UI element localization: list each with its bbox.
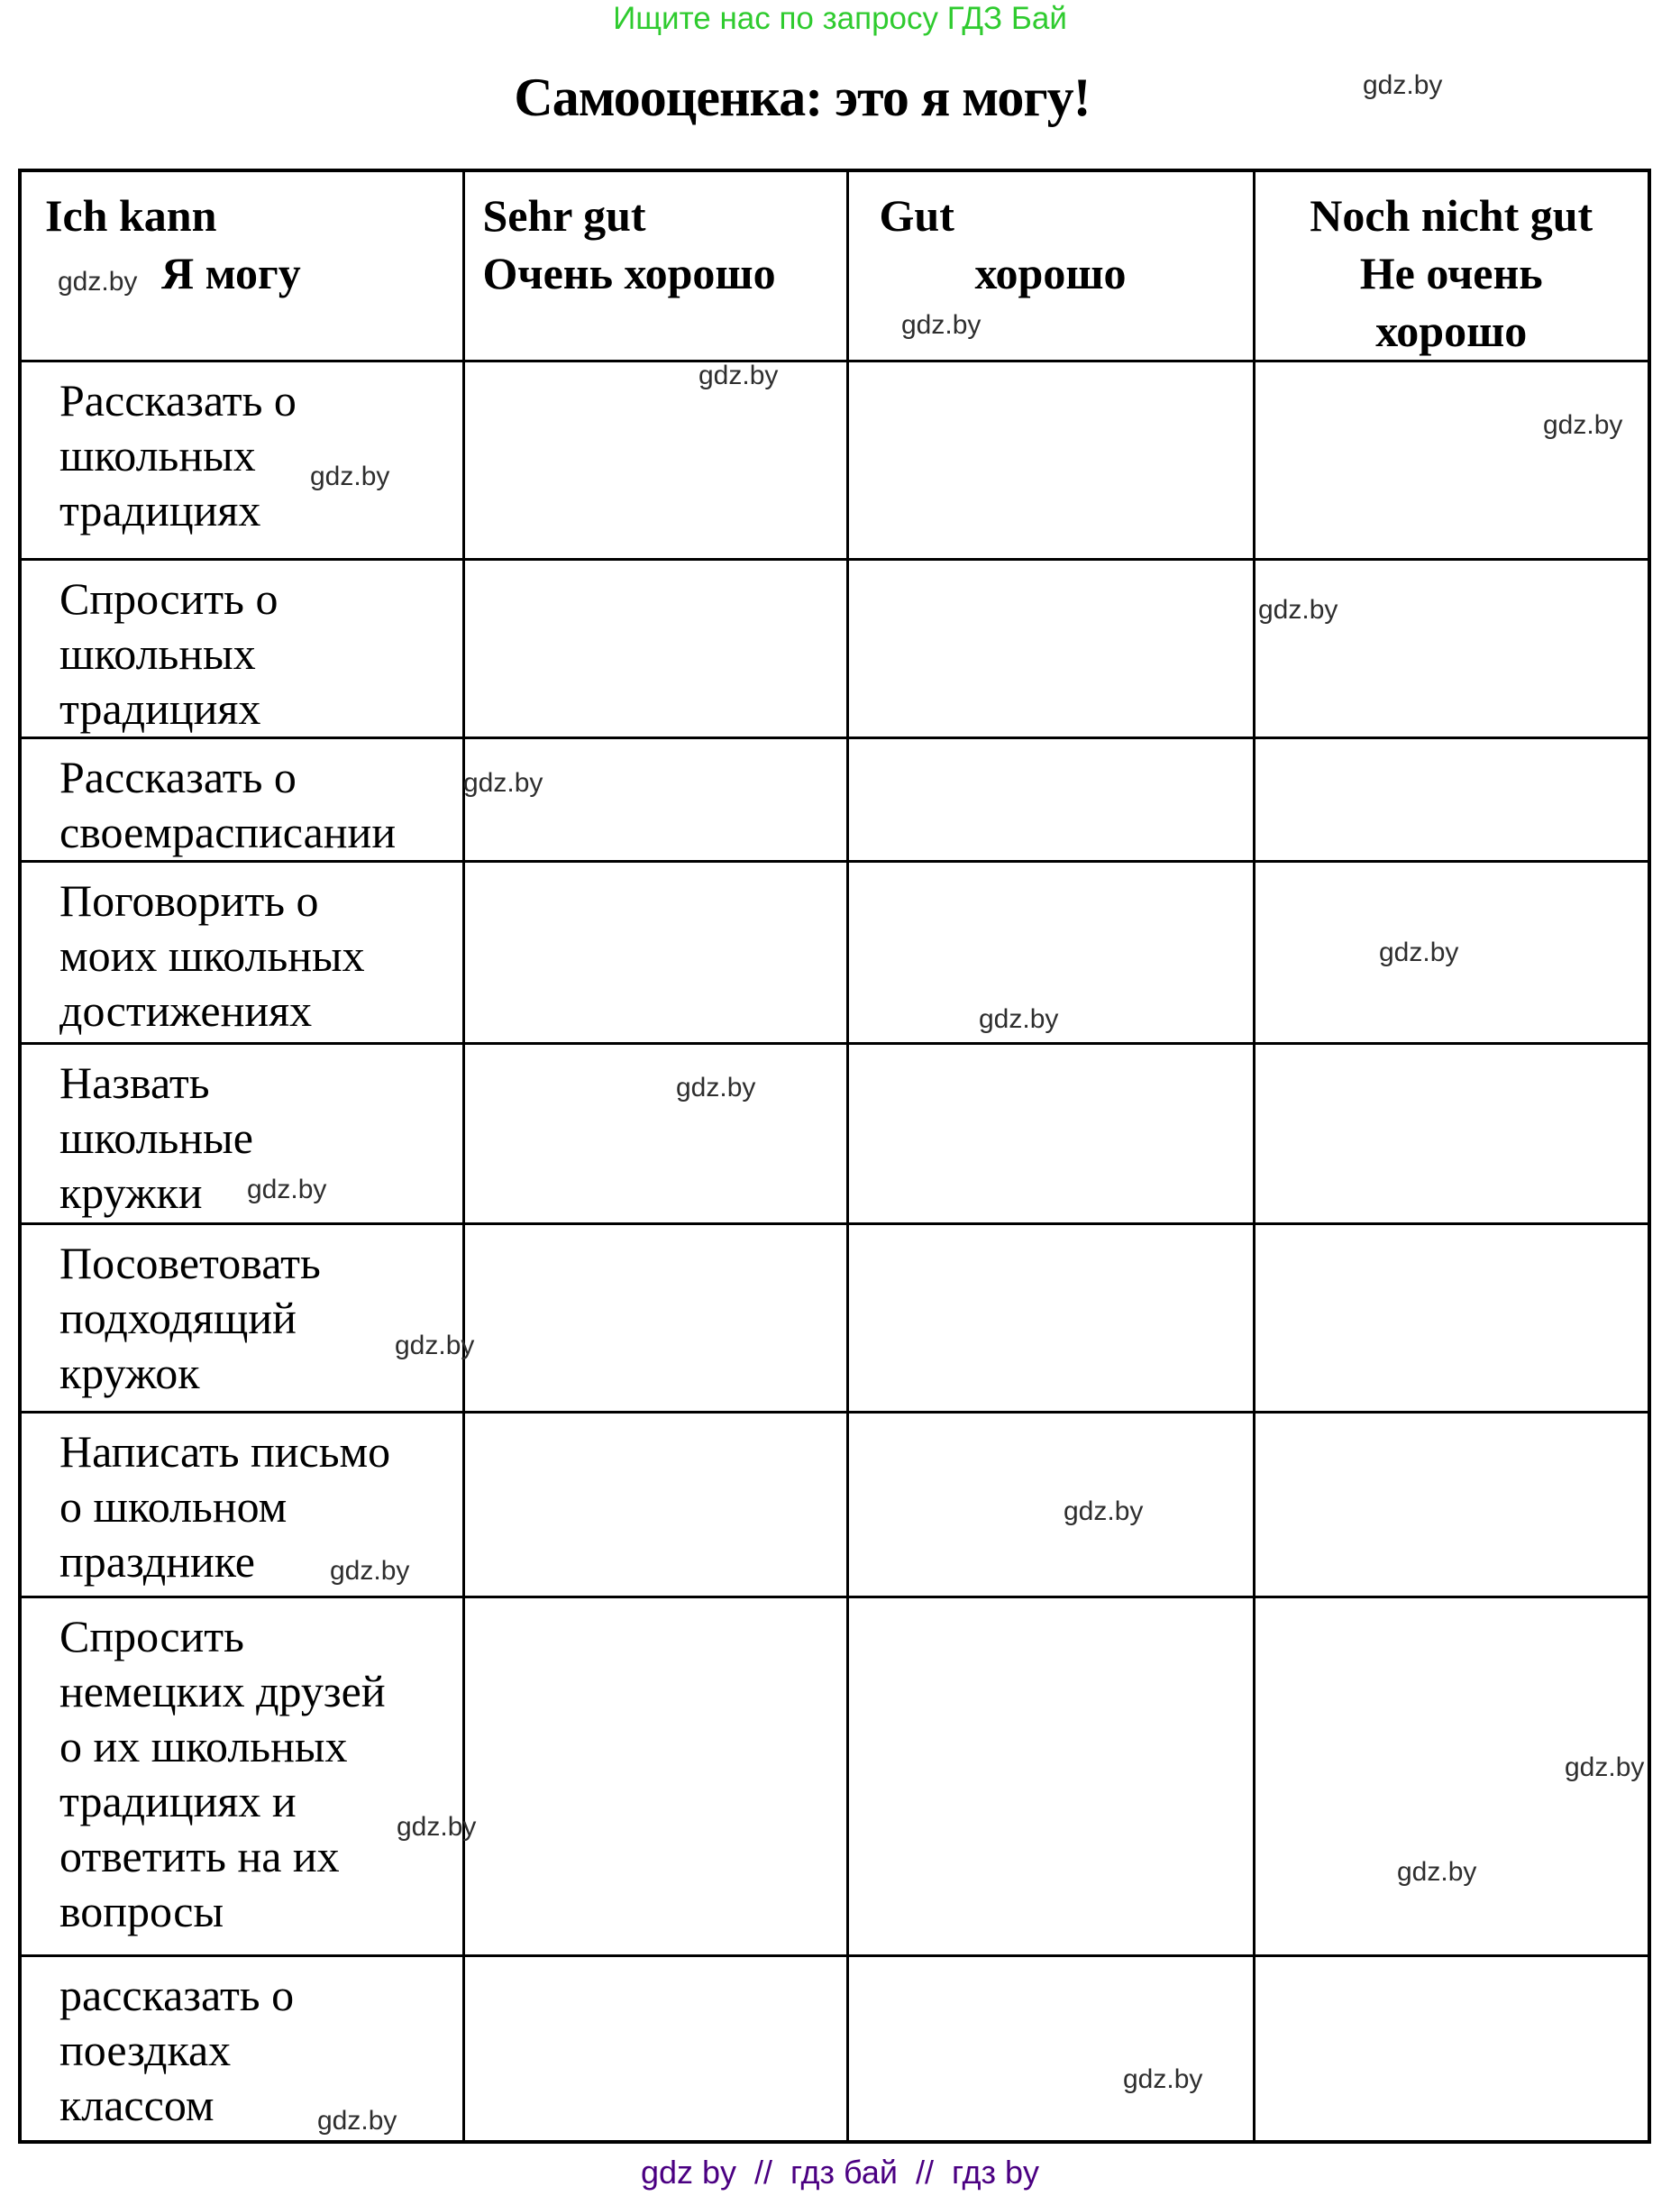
header-cell xyxy=(20,170,463,361)
rating-cell xyxy=(847,1413,1254,1597)
rating-cell xyxy=(1254,1224,1649,1413)
rating-cell xyxy=(1254,560,1649,738)
skill-line: традициях xyxy=(59,683,261,734)
gdz-watermark: gdz.by xyxy=(463,768,543,798)
rating-cell xyxy=(463,1413,847,1597)
rating-cell xyxy=(847,1597,1254,1956)
table-row xyxy=(20,1956,1649,2142)
gdz-watermark: gdz.by xyxy=(397,1812,477,1842)
skill-cell xyxy=(20,1224,463,1413)
skill-cell xyxy=(20,738,463,862)
skill-line: Написать письмо xyxy=(59,1426,391,1477)
skill-line: вопросы xyxy=(59,1886,224,1936)
rating-cell xyxy=(1254,738,1649,862)
header-line: Sehr gut xyxy=(482,190,646,241)
gdz-watermark: gdz.by xyxy=(1123,2064,1203,2094)
gdz-watermark: gdz.by xyxy=(698,361,779,390)
skill-line: традициях и xyxy=(59,1776,297,1826)
skill-line: Посоветовать xyxy=(59,1238,321,1288)
skill-line: школьных xyxy=(59,628,256,679)
skill-line: немецких друзей xyxy=(59,1666,386,1716)
rating-cell xyxy=(463,1956,847,2142)
skill-cell xyxy=(20,560,463,738)
footer-watermark: gdz by // гдз бай // гдз by xyxy=(640,2154,1040,2191)
skill-line: кружок xyxy=(59,1348,200,1398)
page-title: Самооценка: это я могу! xyxy=(514,68,1091,127)
table-row xyxy=(20,1224,1649,1413)
rating-cell xyxy=(463,560,847,738)
rating-cell xyxy=(463,1597,847,1956)
table-row xyxy=(20,560,1649,738)
skill-cell xyxy=(20,1597,463,1956)
gdz-watermark: gdz.by xyxy=(58,267,138,297)
rating-cell xyxy=(463,738,847,862)
rating-cell xyxy=(847,560,1254,738)
gdz-watermark: gdz.by xyxy=(1258,595,1338,625)
header-line: Ich kann xyxy=(45,190,217,241)
gdz-watermark: gdz.by xyxy=(1397,1857,1477,1887)
rating-cell xyxy=(463,862,847,1044)
skill-line: достижениях xyxy=(59,985,313,1036)
rating-cell xyxy=(847,1956,1254,2142)
table-row xyxy=(20,738,1649,862)
skill-line: поездках xyxy=(59,2025,232,2075)
skill-cell xyxy=(20,1044,463,1224)
header-line: Очень хорошо xyxy=(482,248,776,298)
gdz-watermark: gdz.by xyxy=(1363,70,1443,100)
skill-line: моих школьных xyxy=(59,930,365,981)
skill-line: Назвать xyxy=(59,1057,210,1108)
gdz-watermark: gdz.by xyxy=(247,1175,327,1204)
skill-line: Спросить xyxy=(59,1611,244,1661)
rating-cell xyxy=(463,1044,847,1224)
table-row xyxy=(20,1413,1649,1597)
header-line: Gut xyxy=(879,190,954,241)
gdz-watermark: gdz.by xyxy=(330,1556,410,1586)
gdz-watermark: gdz.by xyxy=(1543,410,1623,440)
header-line: хорошо xyxy=(974,248,1127,298)
skill-line: классом xyxy=(59,2080,215,2130)
skill-line: о школьном xyxy=(59,1481,288,1532)
skill-line: школьные xyxy=(59,1112,253,1163)
skill-line: рассказать о xyxy=(59,1970,295,2020)
gdz-watermark: gdz.by xyxy=(676,1073,756,1103)
skill-line: школьных xyxy=(59,430,256,480)
rating-cell xyxy=(463,1224,847,1413)
skill-line: Спросить о xyxy=(59,573,278,624)
header-line: Я могу xyxy=(161,248,301,298)
rating-cell xyxy=(1254,1413,1649,1597)
skill-line: Рассказать о xyxy=(59,375,297,425)
gdz-watermark: gdz.by xyxy=(1064,1496,1144,1526)
skill-line: подходящий xyxy=(59,1293,297,1343)
table-header-row xyxy=(20,170,1649,361)
gdz-watermark: gdz.by xyxy=(395,1331,475,1360)
skill-line: Рассказать о xyxy=(59,752,297,802)
header-line: Noch nicht gut xyxy=(1310,190,1593,241)
gdz-watermark: gdz.by xyxy=(317,2106,397,2136)
skill-cell xyxy=(20,862,463,1044)
gdz-watermark: gdz.by xyxy=(901,310,982,340)
gdz-watermark: gdz.by xyxy=(1379,938,1459,967)
rating-cell xyxy=(1254,361,1649,560)
rating-cell xyxy=(847,361,1254,560)
header-line: Не очень xyxy=(1359,248,1543,298)
gdz-watermark: gdz.by xyxy=(310,462,390,491)
skill-line: Поговорить о xyxy=(59,875,319,926)
rating-cell xyxy=(463,361,847,560)
skill-line: традициях xyxy=(59,485,261,535)
skill-cell xyxy=(20,361,463,560)
header-line: хорошо xyxy=(1375,306,1528,356)
header-cell xyxy=(463,170,847,361)
rating-cell xyxy=(847,1044,1254,1224)
skill-line: о их школьных xyxy=(59,1721,348,1771)
rating-cell xyxy=(847,1224,1254,1413)
gdz-watermark: gdz.by xyxy=(979,1004,1059,1034)
self-assessment-table xyxy=(18,169,1651,2144)
gdz-watermark: gdz.by xyxy=(1565,1752,1645,1782)
table-row xyxy=(20,361,1649,560)
rating-cell xyxy=(1254,1044,1649,1224)
skill-line: ответить на их xyxy=(59,1831,340,1881)
rating-cell xyxy=(1254,1956,1649,2142)
skill-line: празднике xyxy=(59,1536,255,1587)
skill-line: своемрасписании xyxy=(59,807,397,857)
table-row xyxy=(20,1597,1649,1956)
header-cell xyxy=(1254,170,1649,361)
promo-banner: Ищите нас по запросу ГДЗ Бай xyxy=(613,1,1067,36)
skill-line: кружки xyxy=(59,1167,203,1218)
rating-cell xyxy=(847,738,1254,862)
